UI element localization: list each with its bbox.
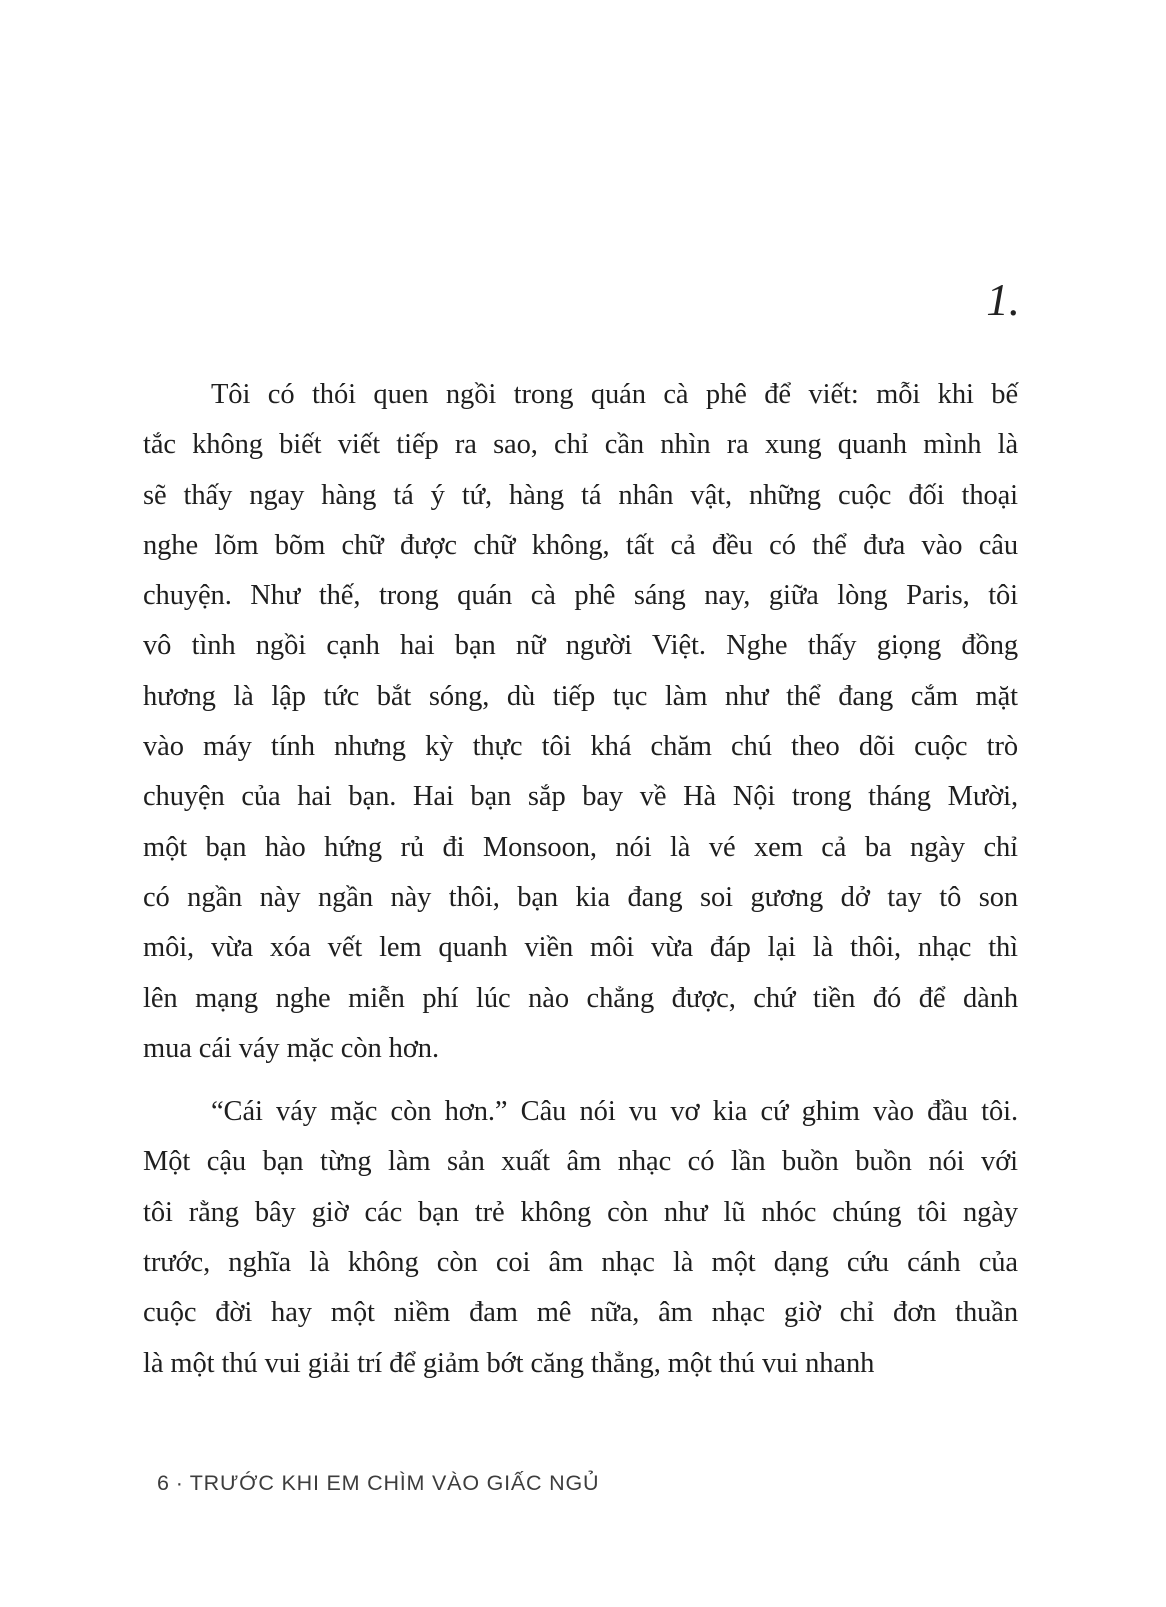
text-line: cuộc đời hay một niềm đam mê nữa, âm nhạc giờ chỉ đơn thuần xyxy=(143,1297,1018,1329)
body-text xyxy=(143,370,1018,1402)
page-number: 6 xyxy=(157,1471,170,1495)
text-line: chuyện của hai bạn. Hai bạn sắp bay về Hà Nội trong tháng Mười, xyxy=(143,781,1018,813)
text-line: mua cái váy mặc còn hơn. xyxy=(143,1032,439,1064)
chapter-number: 1. xyxy=(986,275,1020,325)
book-title: TRƯỚC KHI EM CHÌM VÀO GIẤC NGỦ xyxy=(189,1471,600,1495)
text-line: nghe lõm bõm chữ được chữ không, tất cả đều có thể đưa vào câu xyxy=(143,529,1018,561)
text-line: Một cậu bạn từng làm sản xuất âm nhạc có lần buồn buồn nói với xyxy=(143,1146,1018,1178)
text-line: tôi rằng bây giờ các bạn trẻ không còn như lũ nhóc chúng tôi ngày xyxy=(143,1196,1018,1228)
text-line: trước, nghĩa là không còn coi âm nhạc là một dạng cứu cánh của xyxy=(143,1247,1018,1279)
footer-separator: · xyxy=(175,1471,184,1495)
text-line: lên mạng nghe miễn phí lúc nào chẳng được, chứ tiền đó để dành xyxy=(143,982,1018,1014)
text-line: vô tình ngồi cạnh hai bạn nữ người Việt. Nghe thấy giọng đồng xyxy=(143,630,1018,662)
text-line: tắc không biết viết tiếp ra sao, chỉ cần nhìn ra xung quanh mình là xyxy=(143,429,1018,461)
text-line: chuyện. Như thế, trong quán cà phê sáng nay, giữa lòng Paris, tôi xyxy=(143,580,1018,612)
text-line: Tôi có thói quen ngồi trong quán cà phê để viết: mỗi khi bế xyxy=(211,379,1018,410)
text-line: một bạn hào hứng rủ đi Monsoon, nói là vé xem cả ba ngày chỉ xyxy=(143,831,1018,863)
paragraph-1 xyxy=(143,370,1018,1074)
text-line: sẽ thấy ngay hàng tá ý tứ, hàng tá nhân vật, những cuộc đối thoại xyxy=(143,479,1018,511)
text-line: môi, vừa xóa vết lem quanh viền môi vừa đáp lại là thôi, nhạc thì xyxy=(143,932,1018,964)
text-line: vào máy tính nhưng kỳ thực tôi khá chăm chú theo dõi cuộc trò xyxy=(143,731,1018,763)
text-line: “Cái váy mặc còn hơn.” Câu nói vu vơ kia cứ ghim vào đầu tôi. xyxy=(211,1096,1018,1128)
text-line: có ngần này ngần này thôi, bạn kia đang soi gương dở tay tô son xyxy=(143,881,1018,913)
text-line: là một thú vui giải trí để giảm bớt căng thẳng, một thú vui nhanh xyxy=(143,1347,875,1379)
text-line: hương là lập tức bắt sóng, dù tiếp tục làm như thể đang cắm mặt xyxy=(143,680,1018,712)
page-footer xyxy=(157,1471,599,1496)
paragraph-2 xyxy=(143,1087,1018,1389)
